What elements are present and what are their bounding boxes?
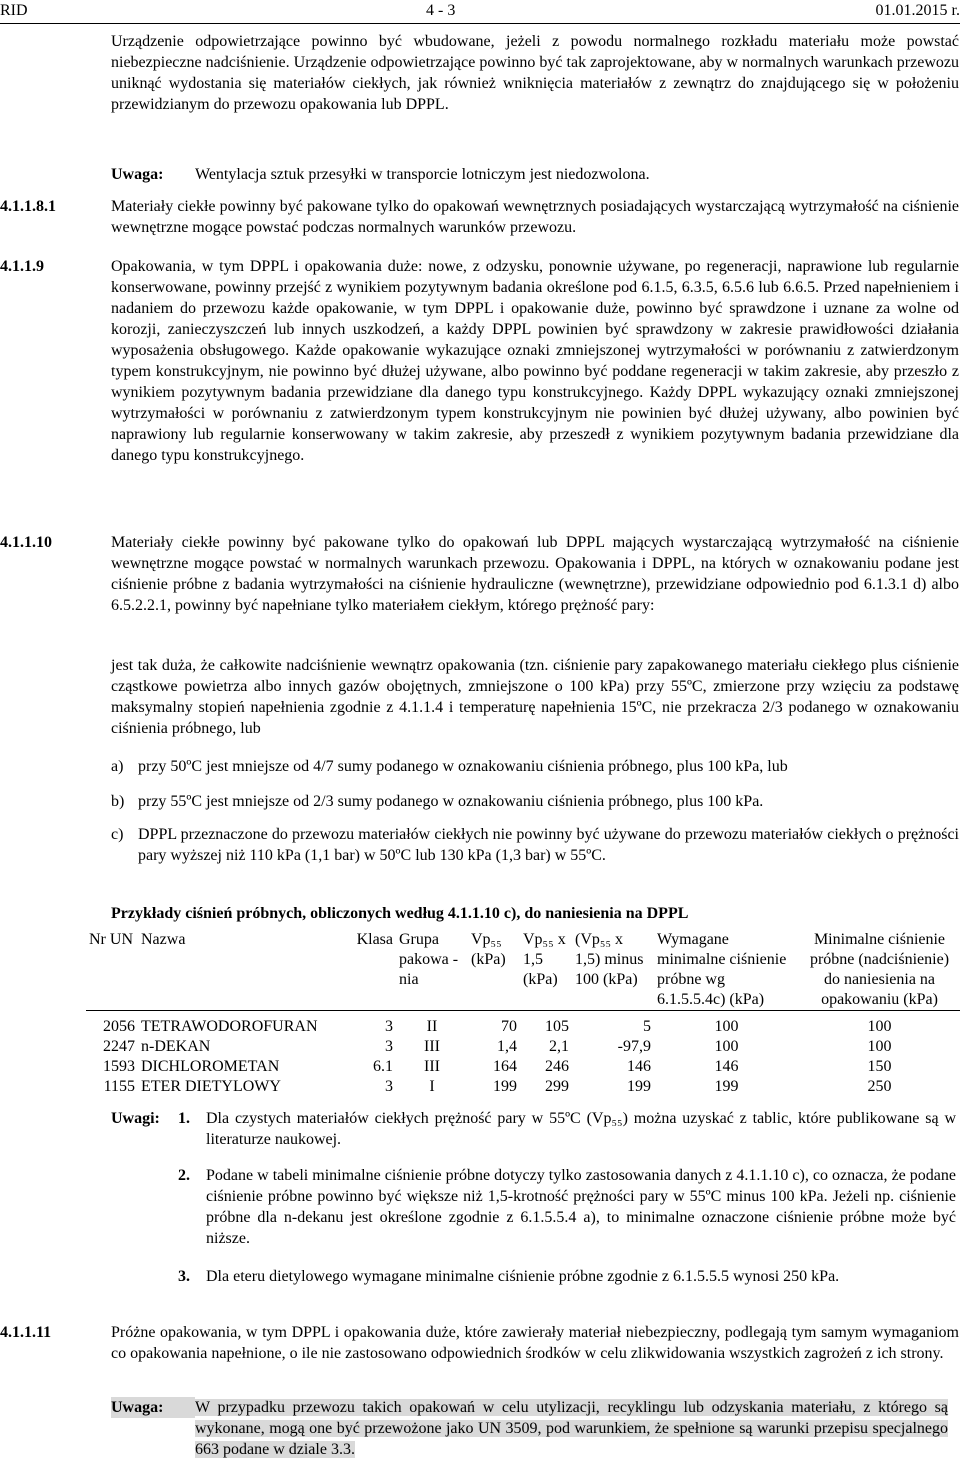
vapour-pressure-paragraph: jest tak duża, że całkowite nadciśnienie wewnątrz opakowania (tzn. ciśnienie pary zapakowanego materiału ciekłego plus ciśnienie cząstkowe powietrza albo innych gazów obojętnych, zmniejszone o 100 kPa) przy 55ºC, zmierzone przy wzięciu za podstawę maksymalny stopień napełnienia zgodnie z 4.1.1.4 i temperaturę napełnienia 15ºC, nie przekracza 2/3 podanego w oznakowaniu ciśnienia próbnego, lub: [111, 657, 959, 737]
list-text: przy 50ºC jest mniejsze od 4/7 sumy podanego w oznakowaniu ciśnienia próbnego, plus 100 kPa, lub: [138, 758, 788, 775]
list-text: DPPL przeznaczone do przewozu materiałów ciekłych nie powinny być używane do przewozu materiałów ciekłych o prężności pary wyższej niż 110 kPa (1,1 bar) w 50ºC lub 130 kPa (1,3 bar) w 55ºC.: [138, 826, 959, 864]
list-item-a: [111, 756, 959, 777]
note-text: Dla czystych materiałów ciekłych prężność pary w 55ºC (Vp₅₅) można uzyskać z tablic, które publikowane są w literaturze naukowej.: [206, 1110, 956, 1148]
table-cell: III: [424, 1038, 440, 1055]
table-cell: 5: [643, 1018, 651, 1035]
intro-paragraph: Urządzenie odpowietrzające powinno być wbudowane, jeżeli z powodu normalnego rozkładu materiału może powstać niebezpieczne nadciśnienie. Urządzenie odpowietrzające powinno być tak zaprojektowane, aby w normalnych warunkach przewozu uniknąć wydostania się materiałów ciekłych, jak również wniknięcia materiałów z zewnątrz do znajdującego się w położeniu przewidzianym do przewozu opakowania lub DPPL.: [111, 33, 959, 113]
table-row: [86, 1057, 960, 1077]
table-cell: 1155: [103, 1078, 135, 1095]
col-header-vp55: Vp₅₅ (kPa): [468, 930, 520, 1011]
col-header-min-marked: Minimalne ciśnienie próbne (nadciśnienie) do naniesienia na opakowaniu (kPa): [799, 930, 960, 1011]
note-number: 1.: [178, 1110, 190, 1127]
section-number: 4.1.1.10: [0, 534, 52, 551]
table-cell: 100: [714, 1018, 739, 1035]
note-text: W przypadku przewozu takich opakowań w celu utylizacji, recyklingu lub odzyskania materiału, z którego są wykonane, mogą one być przewożone jako UN 3509, pod warunkiem, że spełnione są warunki przepisu specjalnego 663 podane w dziale 3.3.: [195, 1399, 948, 1458]
table-cell: 100: [714, 1038, 739, 1055]
list-marker: a): [111, 758, 124, 775]
col-header-vp55x15-minus: (Vp₅₅ x 1,5) minus 100 (kPa): [572, 930, 654, 1011]
section-number: 4.1.1.8.1: [0, 198, 56, 215]
table-cell: -97,9: [617, 1038, 651, 1055]
note-number: 2.: [178, 1167, 190, 1184]
table-cell: 2,1: [549, 1038, 569, 1055]
list-item-c: [111, 824, 959, 866]
note-number: 3.: [178, 1268, 190, 1285]
list-item-b: [111, 791, 959, 812]
section-text: Próżne opakowania, w tym DPPL i opakowania duże, które zawierały materiał niebezpieczny, podlegają tym samym wymaganiom co opakowania napełnione, o ile nie zastosowano odpowiednich środków w celu zlikwidowania wszystkich zagrożeń z ich strony.: [111, 1324, 959, 1362]
section-number: 4.1.1.9: [0, 258, 44, 275]
col-header-required-min: Wymagane minimalne ciśnienie próbne wg 6.1.5.5.4c) (kPa): [654, 930, 799, 1011]
notes-label: Uwagi:: [111, 1110, 160, 1127]
table-cell: 2056: [103, 1018, 135, 1035]
col-header-vp55x15: Vp₅₅ x 1,5 (kPa): [520, 930, 572, 1011]
table-cell: 146: [714, 1058, 739, 1075]
page-header: [0, 0, 960, 18]
table-header-row: [86, 930, 960, 1011]
table-cell: 199: [714, 1078, 739, 1095]
table-row: [86, 1037, 960, 1057]
note-recycling: [195, 1397, 948, 1460]
table-cell: 3: [385, 1018, 393, 1035]
table-cell: III: [424, 1058, 440, 1075]
table-cell: 105: [545, 1018, 569, 1035]
note-label: Uwaga:: [111, 166, 164, 183]
section-text: Materiały ciekłe powinny być pakowane tylko do opakowań lub DPPL mających wystarczającą wytrzymałość na ciśnienie wewnętrzne mogące powstać w normalnych warunkach przewozu. Opakowania i DPPL, na których w oznakowaniu podane jest ciśnienie próbne z badania wytrzymałości na ciśnienie hydrauliczne (wewnętrzne), przewidziane odpowiednio pod 6.1.3.1 d) albo 6.5.2.2.1, powinny być napełniane tylko materiałem ciekłym, którego prężność pary:: [111, 534, 959, 614]
pressure-table: [86, 930, 960, 1097]
table-cell: DICHLOROMETAN: [141, 1058, 280, 1075]
header-doc-name: RID: [0, 2, 28, 19]
table-cell: 199: [627, 1078, 651, 1095]
table-cell: ETER DIETYLOWY: [141, 1078, 281, 1095]
table-cell: 2247: [103, 1038, 135, 1055]
section-number: 4.1.1.11: [0, 1324, 52, 1341]
table-cell: 199: [493, 1078, 517, 1095]
table-row: [86, 1077, 960, 1097]
table-cell: 1,4: [497, 1038, 517, 1055]
table-cell: 150: [867, 1058, 892, 1075]
col-header-class: Klasa: [338, 930, 396, 1011]
table-cell: 70: [501, 1018, 517, 1035]
table-row: [86, 1011, 960, 1038]
list-marker: b): [111, 793, 125, 810]
header-date: 01.01.2015 r.: [875, 2, 960, 19]
table-cell: n-DEKAN: [141, 1038, 211, 1055]
header-page-number: 4 - 3: [426, 2, 456, 19]
list-marker: c): [111, 826, 124, 843]
table-cell: 3: [385, 1078, 393, 1095]
table-cell: 100: [867, 1038, 892, 1055]
table-cell: 3: [385, 1038, 393, 1055]
table-cell: 246: [545, 1058, 569, 1075]
col-header-packing-group: Grupa pakowa -nia: [396, 930, 468, 1011]
section-text: Opakowania, w tym DPPL i opakowania duże: nowe, z odzysku, ponownie używane, po regeneracji, naprawione lub regularnie konserwowane, powinny przejść z wynikiem pozytywnym badania określone pod 6.1.5, 6.3.5, 6.5.6 lub 6.6.5. Przed napełnieniem i nadaniem do przewozu każde opakowanie, w tym DPPL i opakowanie duże, powinno być sprawdzone i uznane za wolne od korozji, zanieczyszczeń lub innych uszkodzeń, a każdy DPPL powinien być sprawdzony w zakresie prawidłowości działania wyposażenia obsługowego. Każde opakowanie wykazujące oznaki zmniejszonej wytrzymałości w porównaniu z zatwierdzonym typem konstrukcyjnym, nie powinno być dłużej używane, albo powinno być poddane regeneracji w takim zakresie, aby przeszło z wynikiem pozytywnym badania przewidziane dla danego typu konstrukcyjnego. Każdy DPPL wykazujący oznaki zmniejszonej wytrzymałości w porównaniu z zatwierdzonym typem konstrukcyjnym nie powinien być dłużej używany, albo powinien być naprawiony lub regularnie konserwowany w takim zakresie, aby przeszedł z wynikiem pozytywnym badania przewidziane dla danego typu konstrukcyjnego.: [111, 258, 959, 464]
note-label-shade: [111, 1397, 195, 1418]
table-title: Przykłady ciśnień próbnych, obliczonych według 4.1.1.10 c), do naniesienia na DPPL: [111, 905, 689, 922]
note-text: Dla eteru dietylowego wymagane minimalne ciśnienie próbne zgodnie z 6.1.5.5.5 wynosi 250 kPa.: [206, 1268, 840, 1285]
table-cell: 100: [867, 1018, 892, 1035]
section-text: Materiały ciekłe powinny być pakowane tylko do opakowań wewnętrznych posiadających wystarczającą wytrzymałość na ciśnienie wewnętrzne mogące powstać podczas normalnych warunków przewozu.: [111, 198, 959, 236]
col-header-name: Nazwa: [138, 930, 338, 1011]
table-cell: II: [426, 1018, 438, 1035]
table-cell: 164: [493, 1058, 517, 1075]
header-rule: [0, 23, 960, 24]
note-label: Uwaga:: [111, 1399, 164, 1416]
table-cell: 299: [545, 1078, 569, 1095]
table-cell: 6.1: [373, 1058, 393, 1075]
note-text: Wentylacja sztuk przesyłki w transporcie lotniczym jest niedozwolona.: [195, 166, 650, 183]
col-header-un: Nr UN: [86, 930, 138, 1011]
table-cell: 1593: [103, 1058, 135, 1075]
note-text: Podane w tabeli minimalne ciśnienie próbne dotyczy tylko zastosowania danych z 4.1.1.10 c), co oznacza, że podane ciśnienie próbne powinno być większe niż 1,5-krotność prężności pary w 55ºC minus 100 kPa. Jeżeli np. ciśnienie próbne dla n-dekanu jest określone zgodnie z 6.1.5.5.4 a), to minimalne oznaczone ciśnienie próbne może być niższe.: [206, 1167, 956, 1247]
table-cell: 146: [627, 1058, 651, 1075]
table-cell: TETRAWODOROFURAN: [141, 1018, 318, 1035]
table-cell: I: [429, 1078, 435, 1095]
table-cell: 250: [867, 1078, 892, 1095]
list-text: przy 55ºC jest mniejsze od 2/3 sumy podanego w oznakowaniu ciśnienia próbnego, plus 100 kPa.: [138, 793, 764, 810]
